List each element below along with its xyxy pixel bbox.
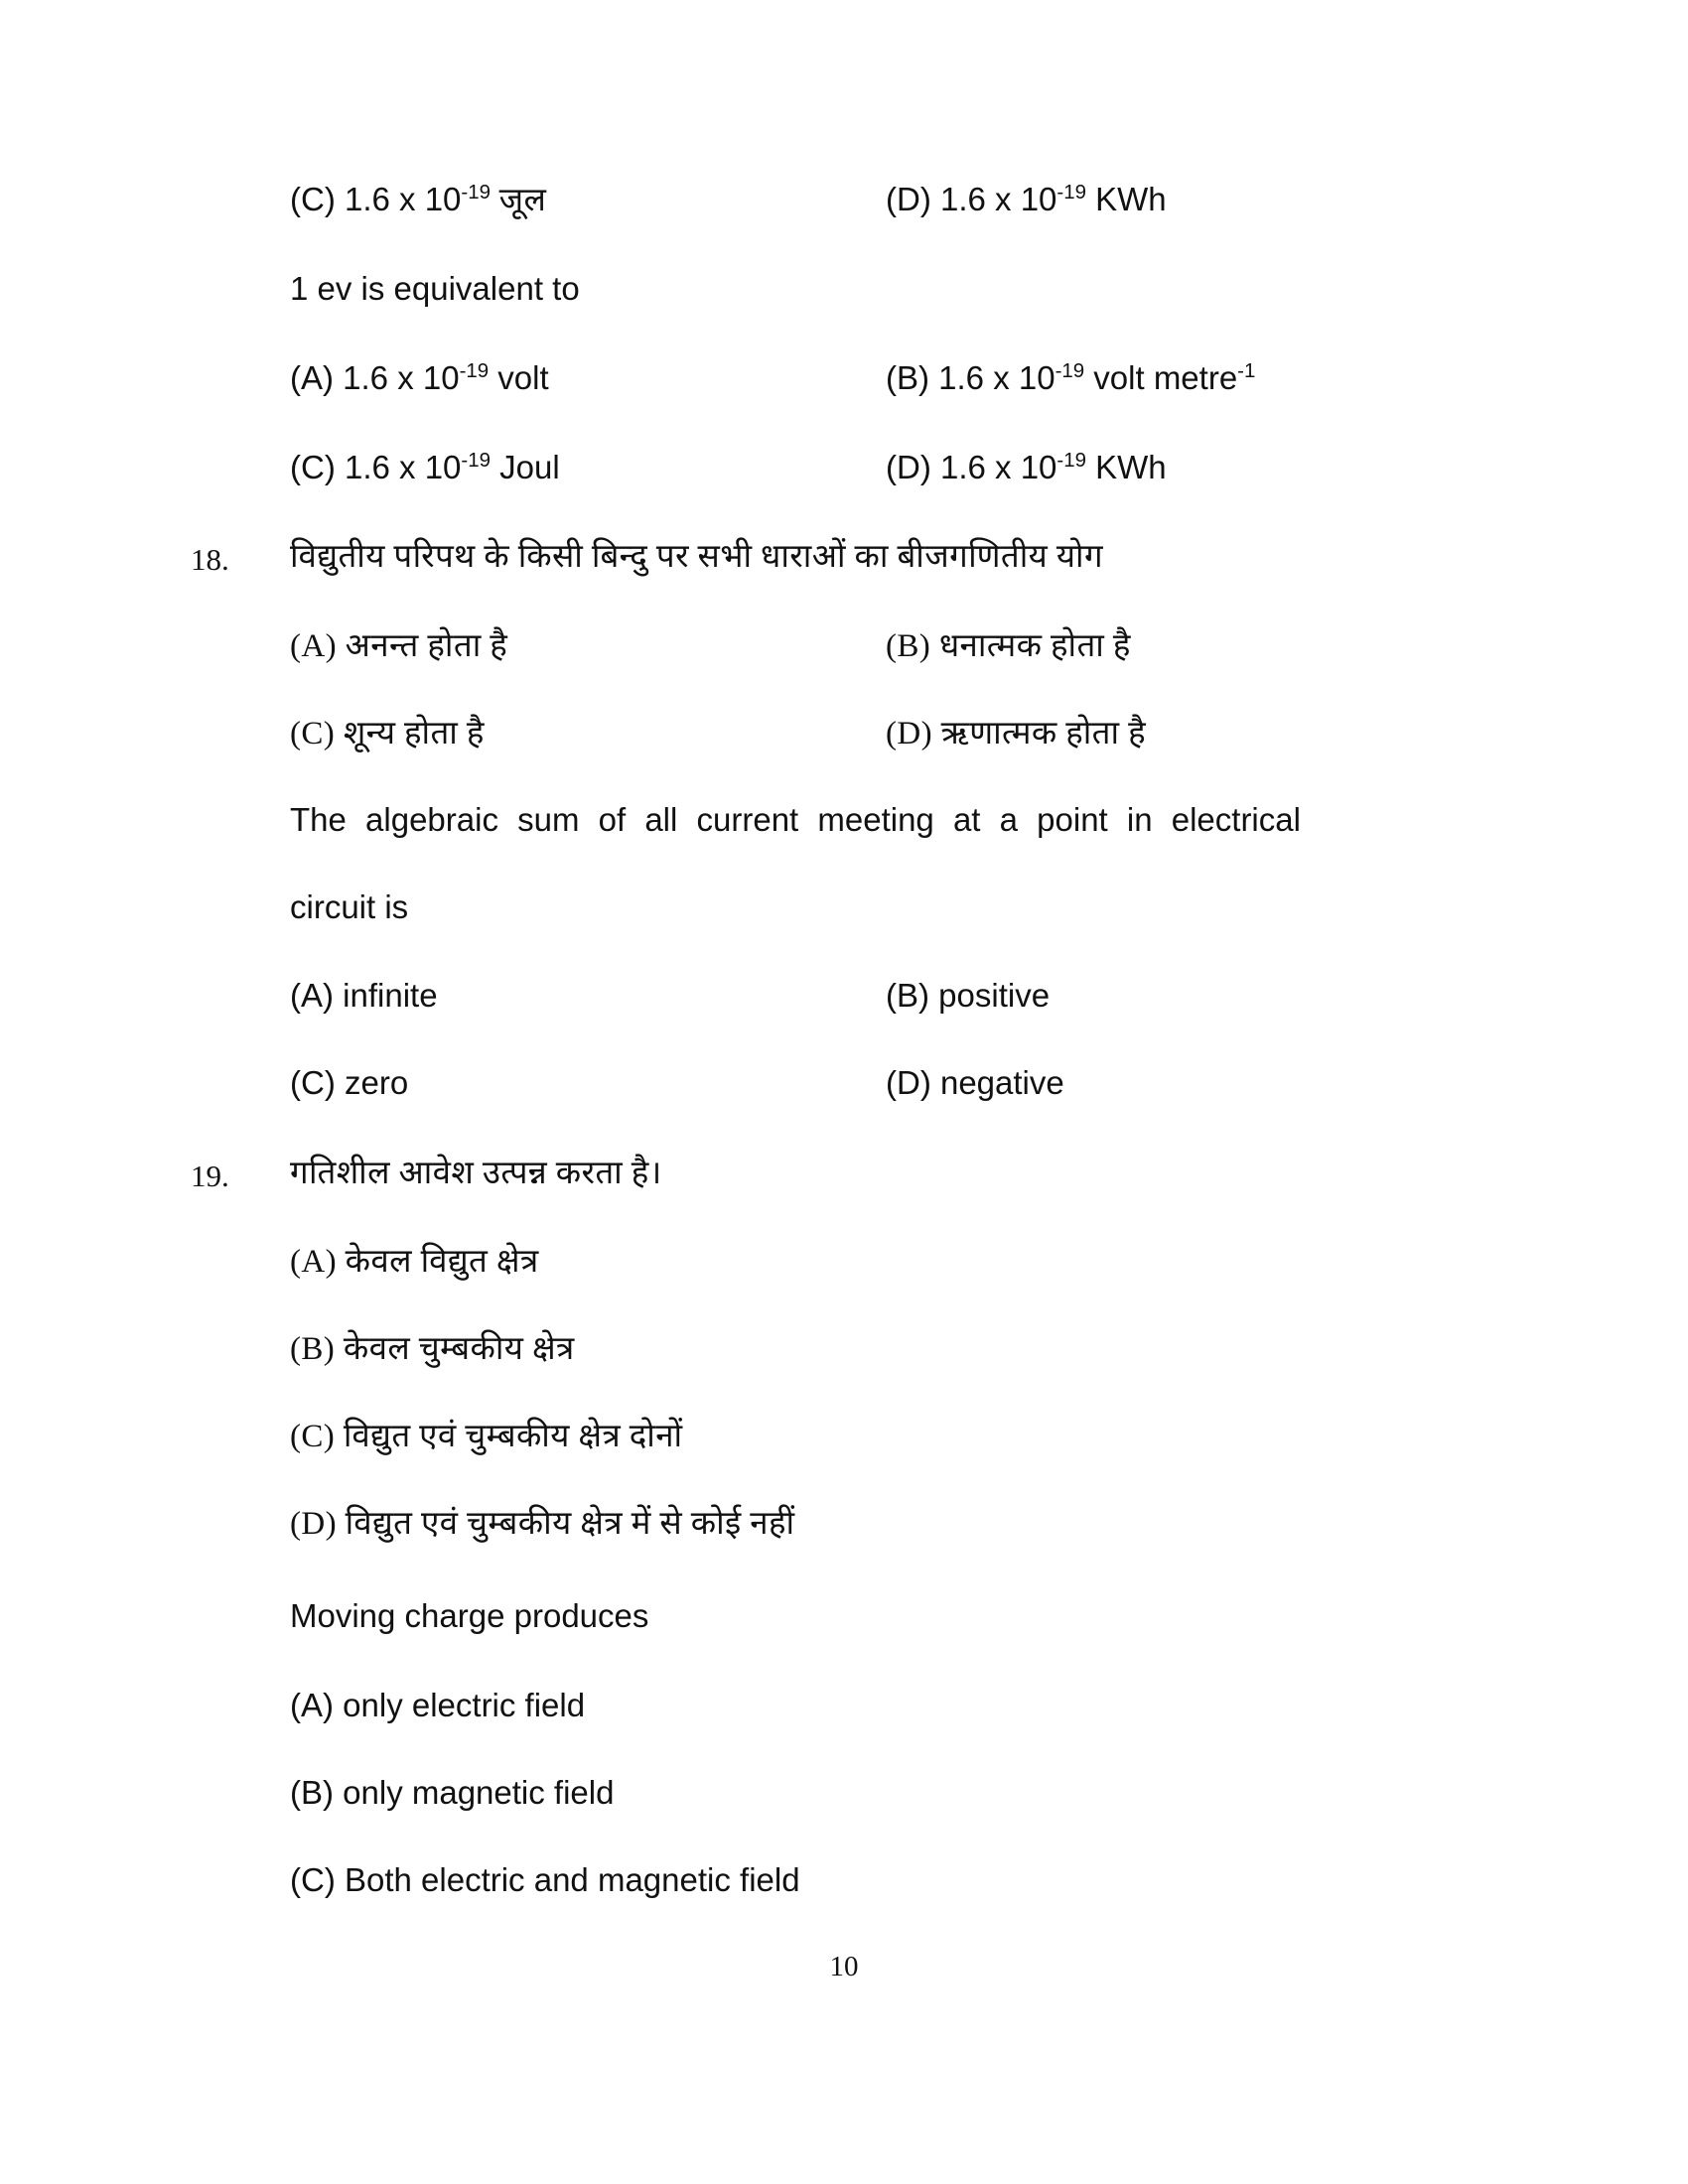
q17-english-stem: 1 ev is equivalent to — [290, 270, 580, 307]
q17-hindi-option-c-exponent: -19 — [461, 181, 491, 204]
q18-english-stem-line1: The algebraic sum of all current meeting at a point in electrical — [290, 801, 1301, 838]
q17-english-option-a-exponent: -19 — [459, 359, 490, 382]
q17-english-option-a-text: (A) 1.6 x 10 — [290, 359, 460, 396]
q17-hindi-option-d-unit: KWh — [1085, 181, 1167, 217]
q17-english-option-c-text: (C) 1.6 x 10 — [290, 449, 462, 485]
q17-hindi-option-d-exponent: -19 — [1056, 181, 1086, 204]
q18-hindi-stem: विद्युतीय परिपथ के किसी बिन्दु पर सभी धाराओं का बीजगणितीय योग — [290, 539, 1103, 575]
q18-hindi-option-b: (B) धनात्मक होता है — [886, 628, 1131, 664]
q17-hindi-option-d — [886, 179, 1481, 222]
q19-hindi-option-c-row — [290, 1416, 1481, 1458]
q17-english-option-c-exponent: -19 — [461, 449, 491, 472]
q18-hindi-option-a: (A) अनन्त होता है — [290, 628, 508, 664]
q18-hindi-options-ab-row — [290, 625, 1481, 668]
q17-english-options-ab-row — [290, 357, 1481, 400]
q18-english-options-ab-row — [290, 975, 1481, 1018]
q18-hindi-option-c: (C) शून्य होता है — [290, 716, 485, 751]
page-number: 10 — [829, 1951, 859, 1982]
q19-hindi-option-a: (A) केवल विद्युत क्षेत्र — [290, 1244, 539, 1280]
q17-english-option-a-unit: volt — [489, 359, 549, 396]
q19-english-option-a-row — [290, 1685, 1481, 1727]
q17-english-option-b-exponent: -19 — [1055, 359, 1085, 382]
q17-hindi-options-cd-row — [290, 179, 1481, 222]
q17-hindi-option-c-text: (C) 1.6 x 10 — [290, 181, 462, 217]
q17-english-option-c — [290, 447, 886, 489]
q17-english-option-b-text: (B) 1.6 x 10 — [886, 359, 1055, 396]
q19-hindi-option-b-row — [290, 1328, 1481, 1371]
q19-hindi-option-a-row — [290, 1241, 1481, 1284]
q19-hindi-option-d: (D) विद्युत एवं चुम्बकीय क्षेत्र में से कोई नहीं — [290, 1506, 795, 1542]
q19-english-option-c-row — [290, 1859, 1481, 1902]
q19-hindi-option-c: (C) विद्युत एवं चुम्बकीय क्षेत्र दोनों — [290, 1419, 683, 1454]
q19-hindi-option-b: (B) केवल चुम्बकीय क्षेत्र — [290, 1331, 575, 1367]
q19-hindi-stem: गतिशील आवेश उत्पन्न करता है। — [290, 1156, 662, 1191]
q17-english-option-d-exponent: -19 — [1056, 449, 1086, 472]
q18-english-option-a: (A) infinite — [290, 977, 438, 1014]
q19-hindi-option-d-row — [290, 1503, 1481, 1546]
q19-english-option-b: (B) only magnetic field — [290, 1774, 615, 1811]
q17-english-option-c-unit: Joul — [490, 449, 560, 485]
q18-english-option-d: (D) negative — [886, 1064, 1064, 1101]
q18-english-stem-line2: circuit is — [290, 888, 409, 925]
q18-english-options-cd-row — [290, 1062, 1481, 1105]
q19-english-option-b-row — [290, 1772, 1481, 1815]
q19-english-option-a: (A) only electric field — [290, 1687, 586, 1723]
q17-english-option-b-unit: volt metre — [1084, 359, 1238, 396]
q17-english-option-b-unit-exponent: -1 — [1237, 359, 1256, 382]
q19-english-stem: Moving charge produces — [290, 1597, 649, 1634]
q17-english-option-d-text: (D) 1.6 x 10 — [886, 449, 1057, 485]
q18-hindi-options-cd-row — [290, 713, 1481, 755]
q17-english-options-cd-row — [290, 447, 1481, 489]
q17-hindi-option-c-unit: जूल — [490, 183, 547, 218]
q18-english-option-c: (C) zero — [290, 1064, 409, 1101]
q17-hindi-option-c — [290, 179, 886, 222]
q17-english-option-b — [886, 357, 1481, 400]
question-number-18: 18. — [191, 542, 229, 577]
q18-hindi-option-d: (D) ऋणात्मक होता है — [886, 716, 1147, 751]
q17-hindi-option-d-text: (D) 1.6 x 10 — [886, 181, 1057, 217]
q18-english-option-b: (B) positive — [886, 977, 1051, 1014]
question-number-19: 19. — [191, 1159, 229, 1193]
q17-english-option-d-unit: KWh — [1085, 449, 1167, 485]
q17-english-option-d — [886, 447, 1481, 489]
q17-english-option-a — [290, 357, 886, 400]
q19-english-option-c: (C) Both electric and magnetic field — [290, 1861, 800, 1898]
